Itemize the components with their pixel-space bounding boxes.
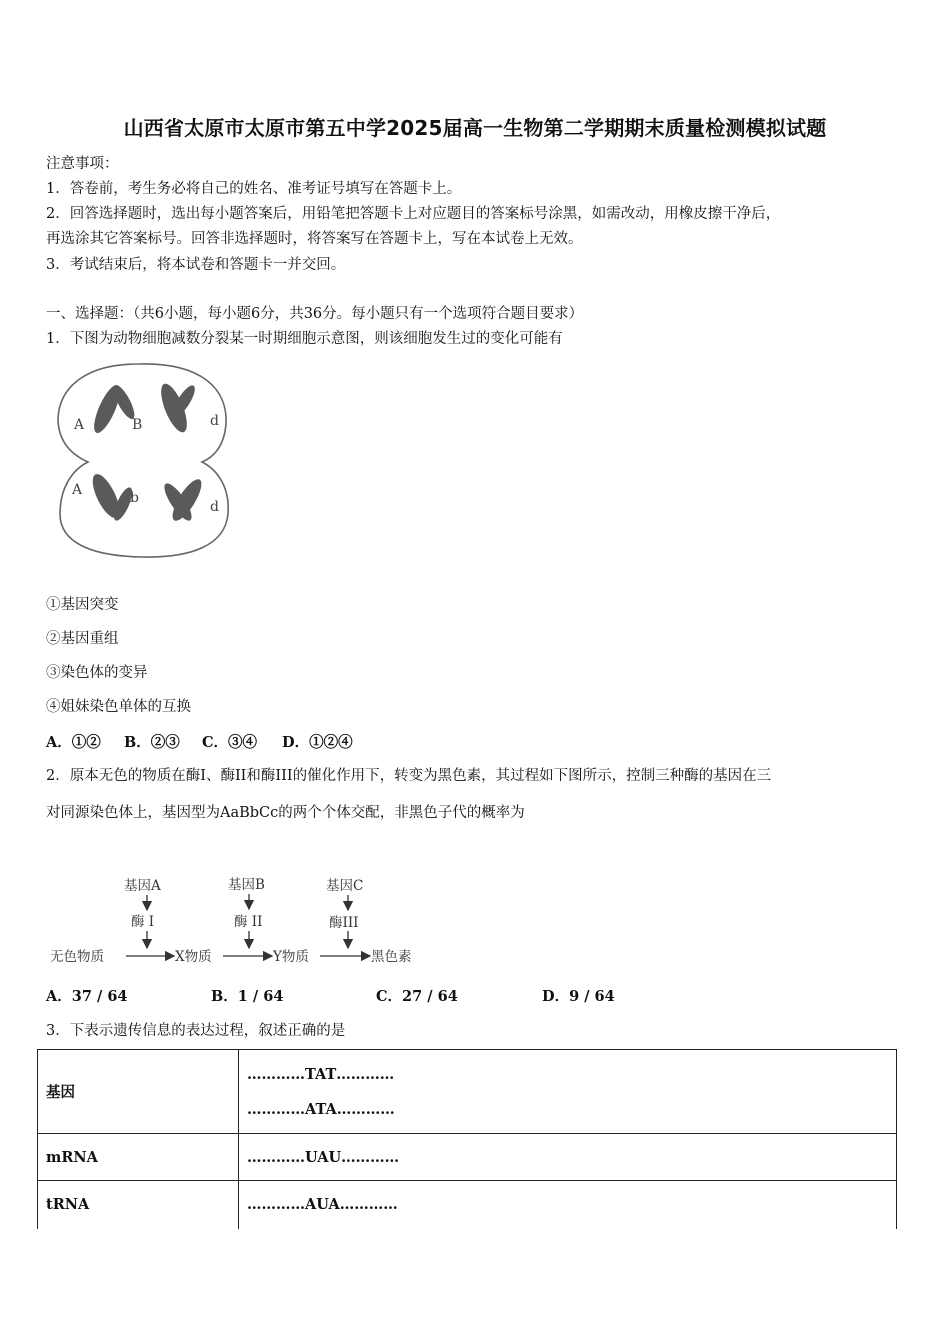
q2-option-d: D．9 / 64 — [542, 988, 615, 1005]
row-label-gene: 基因 — [38, 1050, 239, 1134]
row-value-mrna: …………UAU………… — [239, 1134, 897, 1181]
row-value-trna: …………AUA………… — [239, 1181, 897, 1229]
cell-division-figure — [50, 356, 235, 566]
enzyme-1-label: 酶 I — [131, 914, 155, 930]
enzyme-3-label: 酶III — [329, 915, 359, 931]
gene-label-d-top: d — [210, 413, 219, 429]
gene-strand-1: …………TAT………… — [247, 1065, 395, 1083]
cell-membrane — [58, 364, 228, 557]
gene-label-A-bottom: A — [72, 482, 83, 498]
gene-label-d-bottom: d — [210, 499, 219, 515]
q1-option-a: A．①② — [46, 734, 101, 751]
substance-y: Y物质 — [273, 949, 309, 965]
chromosome-bottom-left — [87, 470, 135, 522]
q2-option-b: B．1 / 64 — [211, 988, 284, 1005]
table-row — [38, 1181, 897, 1229]
q1-option-d: D．①②④ — [282, 734, 353, 751]
gene-strand-2: …………ATA………… — [247, 1100, 395, 1118]
substance-melanin: 黑色素 — [371, 949, 412, 965]
chromosome-bottom-right — [160, 475, 207, 524]
notice-item-2-cont: 再选涂其它答案标号。回答非选择题时，将答案写在答题卡上，写在本试卷上无效。 — [46, 231, 583, 247]
q2-stem-line1: 2．原本无色的物质在酶Ⅰ、酶II和酶III的催化作用下，转变为黑色素，其过程如下图所示，控制三种酶的基因在三 — [46, 768, 772, 784]
notice-heading: 注意事项： — [46, 156, 119, 172]
notice-item-3: 3．考试结束后，将本试卷和答题卡一并交回。 — [46, 257, 346, 273]
q3-stem: 3．下表示遗传信息的表达过程，叙述正确的是 — [46, 1023, 346, 1039]
q2-option-a: A．37 / 64 — [46, 988, 128, 1005]
q1-option-b: B．②③ — [124, 734, 180, 751]
gene-a-label: 基因A — [124, 878, 161, 894]
notice-item-2: 2．回答选择题时，选出每小题答案后，用铅笔把答题卡上对应题目的答案标号涂黑，如需改动，用橡皮擦干净后， — [46, 206, 781, 222]
table-row — [38, 1050, 897, 1134]
section-heading: 一、选择题：（共6小题，每小题6分，共36分。每小题只有一个选项符合题目要求） — [46, 306, 584, 322]
gene-c-label: 基因C — [326, 878, 364, 894]
page-title: 山西省太原市太原市第五中学2025届高一生物第二学期期末质量检测模拟试题 — [123, 116, 827, 140]
chromosome-top-left — [89, 382, 138, 436]
row-label-trna: tRNA — [38, 1181, 239, 1229]
row-label-mrna: mRNA — [38, 1134, 239, 1181]
q1-statement-2: ②基因重组 — [46, 631, 119, 647]
pigment-pathway-figure — [46, 870, 436, 970]
q1-stem: 1．下图为动物细胞减数分裂某一时期细胞示意图，则该细胞发生过的变化可能有 — [46, 331, 563, 347]
gene-b-label: 基因B — [228, 877, 265, 893]
q1-statement-4: ④姐妹染色单体的互换 — [46, 699, 191, 715]
q2-stem-line2: 对同源染色体上，基因型为AaBbCc的两个个体交配，非黑色子代的概率为 — [46, 805, 525, 821]
q2-option-c: C．27 / 64 — [376, 988, 458, 1005]
substance-colorless: 无色物质 — [50, 949, 104, 965]
q1-statement-1: ①基因突变 — [46, 597, 119, 613]
enzyme-2-label: 酶 II — [234, 914, 263, 930]
notice-item-1: 1．答卷前，考生务必将自己的姓名、准考证号填写在答题卡上。 — [46, 181, 462, 197]
expression-table — [37, 1049, 897, 1229]
substance-x: X物质 — [175, 949, 212, 965]
gene-label-B-top: B — [132, 417, 143, 433]
q1-statement-3: ③染色体的变异 — [46, 665, 148, 681]
row-values-gene — [239, 1050, 897, 1134]
table-row — [38, 1134, 897, 1181]
chromosome-top-right — [156, 381, 199, 436]
gene-label-b-bottom: b — [130, 490, 139, 506]
gene-label-A-top: A — [74, 417, 85, 433]
q1-option-c: C．③④ — [202, 734, 258, 751]
